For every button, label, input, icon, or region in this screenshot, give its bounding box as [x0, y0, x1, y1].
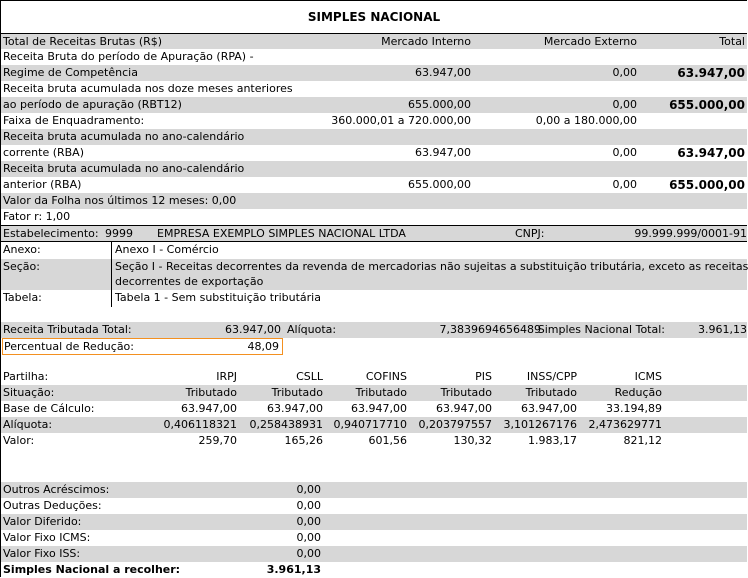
total-header: Total: [719, 35, 745, 48]
situacao-pis: Tributado: [440, 386, 492, 399]
folha-row: [1, 193, 747, 209]
partilha-col-cofins: COFINS: [365, 370, 407, 383]
rbt12-mercado-externo: 0,00: [612, 98, 637, 111]
situacao-row: [1, 385, 747, 401]
tributada-row: [1, 322, 747, 338]
situacao-icms: Redução: [614, 386, 662, 399]
cnpj-label: CNPJ:: [515, 227, 545, 240]
anexo-value: Anexo I - Comércio: [111, 242, 219, 259]
aliquota-icms: 2,473629771: [588, 418, 662, 431]
estabelecimento-label: Estabelecimento:: [3, 227, 99, 240]
rbt12-total: 655.000,00: [669, 98, 745, 112]
partilha-label: Partilha:: [3, 370, 49, 383]
rbaa-total: 655.000,00: [669, 178, 745, 192]
rpa-row-1: [1, 49, 747, 65]
aliquota-cofins: 0,940717710: [333, 418, 407, 431]
valor-csll: 165,26: [284, 434, 323, 447]
reducao-value: 48,09: [247, 340, 279, 353]
valor-cofins: 601,56: [368, 434, 407, 447]
aliquota-irpj: 0,406118321: [163, 418, 237, 431]
situacao-cofins: Tributado: [355, 386, 407, 399]
report-title: SIMPLES NACIONAL: [307, 10, 441, 24]
secao-label: Seção:: [3, 260, 40, 273]
folha-text: Valor da Folha nos últimos 12 meses: 0,00: [3, 194, 237, 207]
faixa-label: Faixa de Enquadramento:: [3, 114, 145, 127]
estabelecimento-codigo: 9999: [105, 227, 133, 240]
mercado-interno-header: Mercado Interno: [381, 35, 471, 48]
valor-fixo-icms-label: Valor Fixo ICMS:: [3, 531, 91, 544]
rbaa-row-1: [1, 161, 747, 177]
rbaa-mercado-interno: 655.000,00: [408, 178, 471, 191]
anexo-label: Anexo:: [3, 243, 41, 256]
situacao-irpj: Tributado: [185, 386, 237, 399]
partilha-header-row: [1, 369, 747, 385]
outras-deducoes-label: Outras Deduções:: [3, 499, 102, 512]
rba-label-2: corrente (RBA): [3, 146, 85, 159]
valor-fixo-iss-value: 0,00: [296, 547, 321, 560]
valor-fixo-iss-row: [1, 546, 747, 562]
rpa-row-2: [1, 65, 747, 81]
rbaa-label-1: Receita bruta acumulada no ano-calendário: [3, 162, 245, 175]
rba-total: 63.947,00: [677, 146, 745, 160]
situacao-inss: Tributado: [525, 386, 577, 399]
valor-inss: 1.983,17: [528, 434, 577, 447]
reducao-highlight-box: [2, 338, 283, 355]
base-cofins: 63.947,00: [351, 402, 407, 415]
estabelecimento-row: [1, 225, 747, 242]
outros-acrescimos-row: [1, 482, 747, 498]
base-pis: 63.947,00: [436, 402, 492, 415]
valor-fixo-icms-value: 0,00: [296, 531, 321, 544]
rbt12-label-2: ao período de apuração (RBT12): [3, 98, 182, 111]
estabelecimento-nome: EMPRESA EXEMPLO SIMPLES NACIONAL LTDA: [157, 227, 406, 240]
partilha-col-icms: ICMS: [634, 370, 662, 383]
fator-r-row: [1, 209, 747, 225]
aliquota-csll: 0,258438931: [249, 418, 323, 431]
faixa-mercado-externo: 0,00 a 180.000,00: [535, 114, 637, 127]
valor-diferido-label: Valor Diferido:: [3, 515, 82, 528]
rbaa-row-2: [1, 177, 747, 193]
partilha-col-irpj: IRPJ: [216, 370, 237, 383]
base-irpj: 63.947,00: [181, 402, 237, 415]
rbaa-mercado-externo: 0,00: [612, 178, 637, 191]
faixa-row: [1, 113, 747, 129]
rbt12-row-2: [1, 97, 747, 113]
partilha-col-pis: PIS: [475, 370, 492, 383]
base-csll: 63.947,00: [267, 402, 323, 415]
receitas-header-row: [1, 33, 747, 49]
valor-diferido-row: [1, 514, 747, 530]
rbt12-label-1: Receita bruta acumulada nos doze meses anteriores: [3, 82, 293, 95]
outros-acrescimos-value: 0,00: [296, 483, 321, 496]
rpa-total: 63.947,00: [677, 66, 745, 80]
outros-acrescimos-label: Outros Acréscimos:: [3, 483, 110, 496]
faixa-mercado-interno: 360.000,01 a 720.000,00: [331, 114, 471, 127]
rba-row-1: [1, 129, 747, 145]
secao-line-2: decorrentes de exportação: [115, 275, 264, 288]
mercado-externo-header: Mercado Externo: [543, 35, 637, 48]
valor-label: Valor:: [3, 434, 35, 447]
situacao-label: Situação:: [3, 386, 55, 399]
secao-divider: [111, 259, 112, 290]
outras-deducoes-value: 0,00: [296, 499, 321, 512]
receitas-header-label: Total de Receitas Brutas (R$): [3, 35, 163, 48]
rpa-mercado-interno: 63.947,00: [415, 66, 471, 79]
recolher-row: [1, 562, 747, 578]
rba-mercado-externo: 0,00: [612, 146, 637, 159]
anexo-row: [1, 242, 747, 259]
valor-row: [1, 433, 747, 449]
base-icms: 33.194,89: [606, 402, 662, 415]
cnpj-value: 99.999.999/0001-91: [634, 227, 747, 240]
tabela-row: [1, 290, 747, 307]
aliquota-value: 7,3839694656489: [439, 323, 541, 336]
situacao-csll: Tributado: [271, 386, 323, 399]
tabela-label: Tabela:: [3, 291, 42, 304]
tributada-value: 63.947,00: [225, 323, 281, 336]
rpa-label-2: Regime de Competência: [3, 66, 138, 79]
tributada-label: Receita Tributada Total:: [3, 323, 132, 336]
valor-icms: 821,12: [623, 434, 662, 447]
rbt12-mercado-interno: 655.000,00: [408, 98, 471, 111]
rba-label-1: Receita bruta acumulada no ano-calendário: [3, 130, 245, 143]
reducao-label: Percentual de Redução:: [4, 340, 134, 353]
sn-total-label: Simples Nacional Total:: [537, 323, 665, 336]
rba-mercado-interno: 63.947,00: [415, 146, 471, 159]
valor-diferido-value: 0,00: [296, 515, 321, 528]
valor-fixo-icms-row: [1, 530, 747, 546]
outras-deducoes-row: [1, 498, 747, 514]
fator-r-text: Fator r: 1,00: [3, 210, 71, 223]
valor-irpj: 259,70: [198, 434, 237, 447]
valor-fixo-iss-label: Valor Fixo ISS:: [3, 547, 81, 560]
recolher-value: 3.961,13: [266, 563, 321, 576]
aliquota-label: Alíquota:: [287, 323, 337, 336]
rba-row-2: [1, 145, 747, 161]
tabela-value: Tabela 1 - Sem substituição tributária: [111, 290, 321, 307]
partilha-aliquota-row: [1, 417, 747, 433]
partilha-aliquota-label: Alíquota:: [3, 418, 53, 431]
recolher-label: Simples Nacional a recolher:: [3, 563, 181, 576]
rbt12-row-1: [1, 81, 747, 97]
rbaa-label-2: anterior (RBA): [3, 178, 82, 191]
partilha-col-csll: CSLL: [296, 370, 323, 383]
base-label: Base de Cálculo:: [3, 402, 95, 415]
secao-row: [1, 259, 747, 290]
valor-pis: 130,32: [453, 434, 492, 447]
sn-total-value: 3.961,13: [698, 323, 747, 336]
base-row: [1, 401, 747, 417]
aliquota-pis: 0,203797557: [418, 418, 492, 431]
aliquota-inss: 3,101267176: [503, 418, 577, 431]
base-inss: 63.947,00: [521, 402, 577, 415]
partilha-col-inss: INSS/CPP: [526, 370, 577, 383]
secao-line-1: Seção I - Receitas decorrentes da revenda de mercadorias não sujeitas a substituição tributária, exceto as receitas: [115, 260, 748, 273]
rpa-label-1: Receita Bruta do período de Apuração (RPA) -: [3, 50, 254, 63]
rpa-mercado-externo: 0,00: [612, 66, 637, 79]
